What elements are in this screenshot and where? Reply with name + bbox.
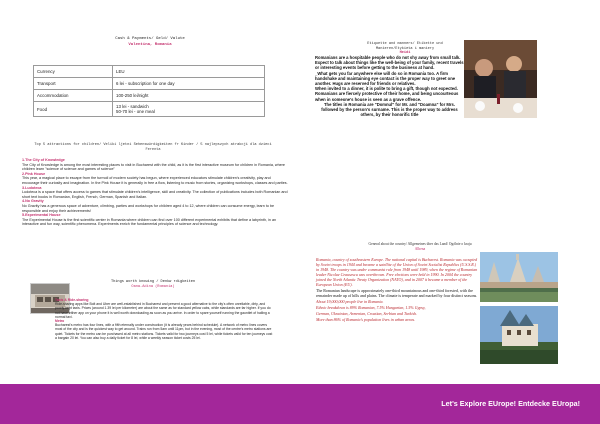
tips-list	[55, 298, 275, 340]
general-title: General about the country/ Allgemeines über das Land/ Ogólnie o kraju	[368, 242, 472, 246]
cost-section-title: Cash & Payments/ Geld/ Valute	[115, 37, 185, 41]
table-cell-line: 50-70 lei - one meal	[116, 109, 155, 114]
table-row	[34, 78, 265, 90]
table-row	[34, 102, 265, 117]
general-author: Albena	[414, 246, 426, 251]
etiquette-paragraph: Romanians are a hospitable people who do not shy away from small talk. Expect to talk about things like the well-being of your family, recent travels or interesting events before getting to the business at hand.	[315, 55, 464, 71]
place-text: This year, a magical place to escape from the turmoil of modern society has begun, where experienced educators stimulate children's creativity, play and encourage their curiosity and imagination. In the Pink House it is generally in free a flow, listening to music from stories, organizing workshops, classes and parties.	[22, 176, 288, 185]
general-paragraph: Romania, country of southeastern Europe. The national capital is Bucharest. Romania was occupied by Soviet troops in 1944 and became a satellite of the Union of Soviet Socialist Republics (U.S.S.R.) in 1948. The country was under communist rule from 1948 until 1989, when the regime of Romanian leader Nicolae Ceausescu was overthrown. Free elections were held in 1990. In 2004 the country joined the North Atlantic Treaty Organization (NATO), and in 2007 it became a member of the European Union (EU).	[316, 257, 478, 287]
table-cell: 100-250 lei/night	[113, 90, 265, 102]
table-cell: Accommodation	[34, 90, 113, 102]
general-paragraph: About 19,000,000 people live in Romania.	[316, 299, 384, 304]
place-text: The City of Knowledge is among the most interesting places to visit in Bucharest with the child, as it is the first interactive museum for children in Romania, where children learn "science of science and games of science"	[22, 162, 285, 172]
tip-heading: Taxis & Ride-sharing	[55, 298, 89, 302]
table-cell: Transport	[34, 78, 113, 90]
dinner-photo-image	[464, 40, 537, 118]
general-paragraph: More than 86% of Romania's population lives in urban areas.	[316, 317, 415, 322]
cost-section-subtitle: Valentina, Romania	[128, 43, 172, 47]
banner-text: Let's Explore EUrope! Entdecke EUropa!	[441, 399, 580, 408]
etiquette-title: Etiquette and manners/ Etikette und Manieren/Etykieta i maniery	[367, 42, 443, 51]
cost-table	[33, 65, 265, 117]
general-text	[316, 257, 478, 323]
tip-text: Bucharest's metro has four lines, with a fifth eternally under construction (it is already years behind schedule). A network of metro lines covers most of the city and is the quickest way to get around. Trains run from 5am until 11pm, but in the evening, most of the centre's metro stations are quiet. Tickets for the metro can be purchased at all metro stations. Tickets valid for two journeys cost 5 lei, while tickets valid for ten journeys cost a bargain 20 lei. You can also buy a daily ticket for 8 lei, while a weekly season ticket costs 25 lei.	[55, 323, 273, 340]
place-heading: 2.Pink House	[22, 171, 46, 176]
etiquette-author: Heidi	[399, 51, 411, 56]
dinner-photo	[464, 40, 537, 118]
table-row	[34, 66, 265, 78]
tip-heading: Metro	[55, 319, 65, 324]
tips-title: Things worth knowing / Denkw rdigkeiten	[110, 280, 196, 284]
place-heading: 5.Experimental House	[22, 213, 61, 218]
table-cell-line: 13 lei - sandwich	[116, 104, 149, 109]
city-photo	[480, 252, 558, 302]
place-text: Ludoteca is a space that offers access to games that stimulate children's intelligence, skill and creativity. The collection of publications includes both Romanian and short text books in Romanian, English, French, German, Spanish and Italian.	[22, 190, 288, 199]
place-heading: 1.The City of Knowledge	[22, 158, 65, 162]
footer-banner	[0, 384, 600, 424]
general-paragraph: Ethnic breakdown is 89% Romanian, 7.5% Hungarian, 1.5% Gypsy,	[316, 305, 426, 310]
general-paragraph: The Romanian landscape is approximately one-third mountainous and one-third forested, with the remainder made up of hills and plains. The climate is temperate and marked by four distinct seasons.	[316, 288, 478, 298]
top-places-header	[20, 143, 286, 152]
place-heading: 3.Ludoteca	[22, 185, 42, 190]
table-cell: LEU	[113, 66, 265, 78]
table-cell	[113, 102, 265, 117]
tips-author: Oana-Adina (Romania)	[131, 284, 175, 289]
table-cell: Food	[34, 102, 113, 117]
table-row	[34, 90, 265, 102]
general-header	[340, 242, 500, 251]
castle-photo	[480, 306, 558, 364]
general-paragraph: German, Ukrainian, Armenian, Croatian, Serbian and Turkish.	[316, 311, 418, 316]
place-text: The Experimental House is the first scientific center in Romania where children can find over 100 different experimental exhibits that define a labyrinth, in an interactive and fun way, scientific phenomena. Experiments enrich the fundamental principles of science and technology.	[22, 217, 277, 227]
castle-photo-image	[480, 306, 558, 364]
top-places-title: Top 5 attractions for children/ Veliki ljetni Sehenswürdigkeiten fr Kinder / 5 najlepszych atrakcji dla dzieci	[34, 143, 272, 147]
etiquette-header	[355, 42, 455, 56]
etiquette-paragraph: _What gets you far anywhere else will do so in Romania too. A firm handshake and maintaining eye contact is the proper way to greet one another. Hugs are reserved for friends or relatives.	[315, 70, 456, 87]
city-photo-image	[480, 252, 558, 302]
table-cell: Currency	[34, 66, 113, 78]
places-list	[22, 158, 288, 227]
place-text: No Gravity has a generous space of adventure, climbing, parties and workshops for children aged 4 to 12, where children can consume energy, learn to be responsible and enjoy their achievements!	[22, 203, 275, 213]
top-places-author: Ferenta	[145, 147, 161, 152]
etiquette-paragraph: When invited to a dinner, it is polite to bring a gift, though not expected. Romanians are fiercely protective of their home, and being uncourteous when in someone's house is seen as a grave offence.	[315, 86, 459, 102]
tip-text: Ride-sharing apps like Bolt and Uber are well-established in Bucharest and present a good alternative to the city's often unreliable, dirty, and poorly-kept taxis. Prices (around 1.39 lei per kilometer) are about the same as for standard yellow cabs, while standards are far higher. If you do not have either app on your phone it is well worth downloading as soon as you arrive. In order to spare yourself running the gauntlet of hailing a normal taxi.	[55, 302, 271, 319]
place-heading: 4.No Gravity	[22, 199, 44, 204]
etiquette-paragraph: The titles in Romania are "Domnul" for Mr. and "Doamna" for Mrs. followed by the person's surname. This is the proper way to address others, by their honorific title	[321, 101, 458, 118]
etiquette-text	[315, 55, 464, 117]
cost-section-header	[0, 36, 300, 48]
table-cell: 6 lei - subscription for one day	[113, 78, 265, 90]
